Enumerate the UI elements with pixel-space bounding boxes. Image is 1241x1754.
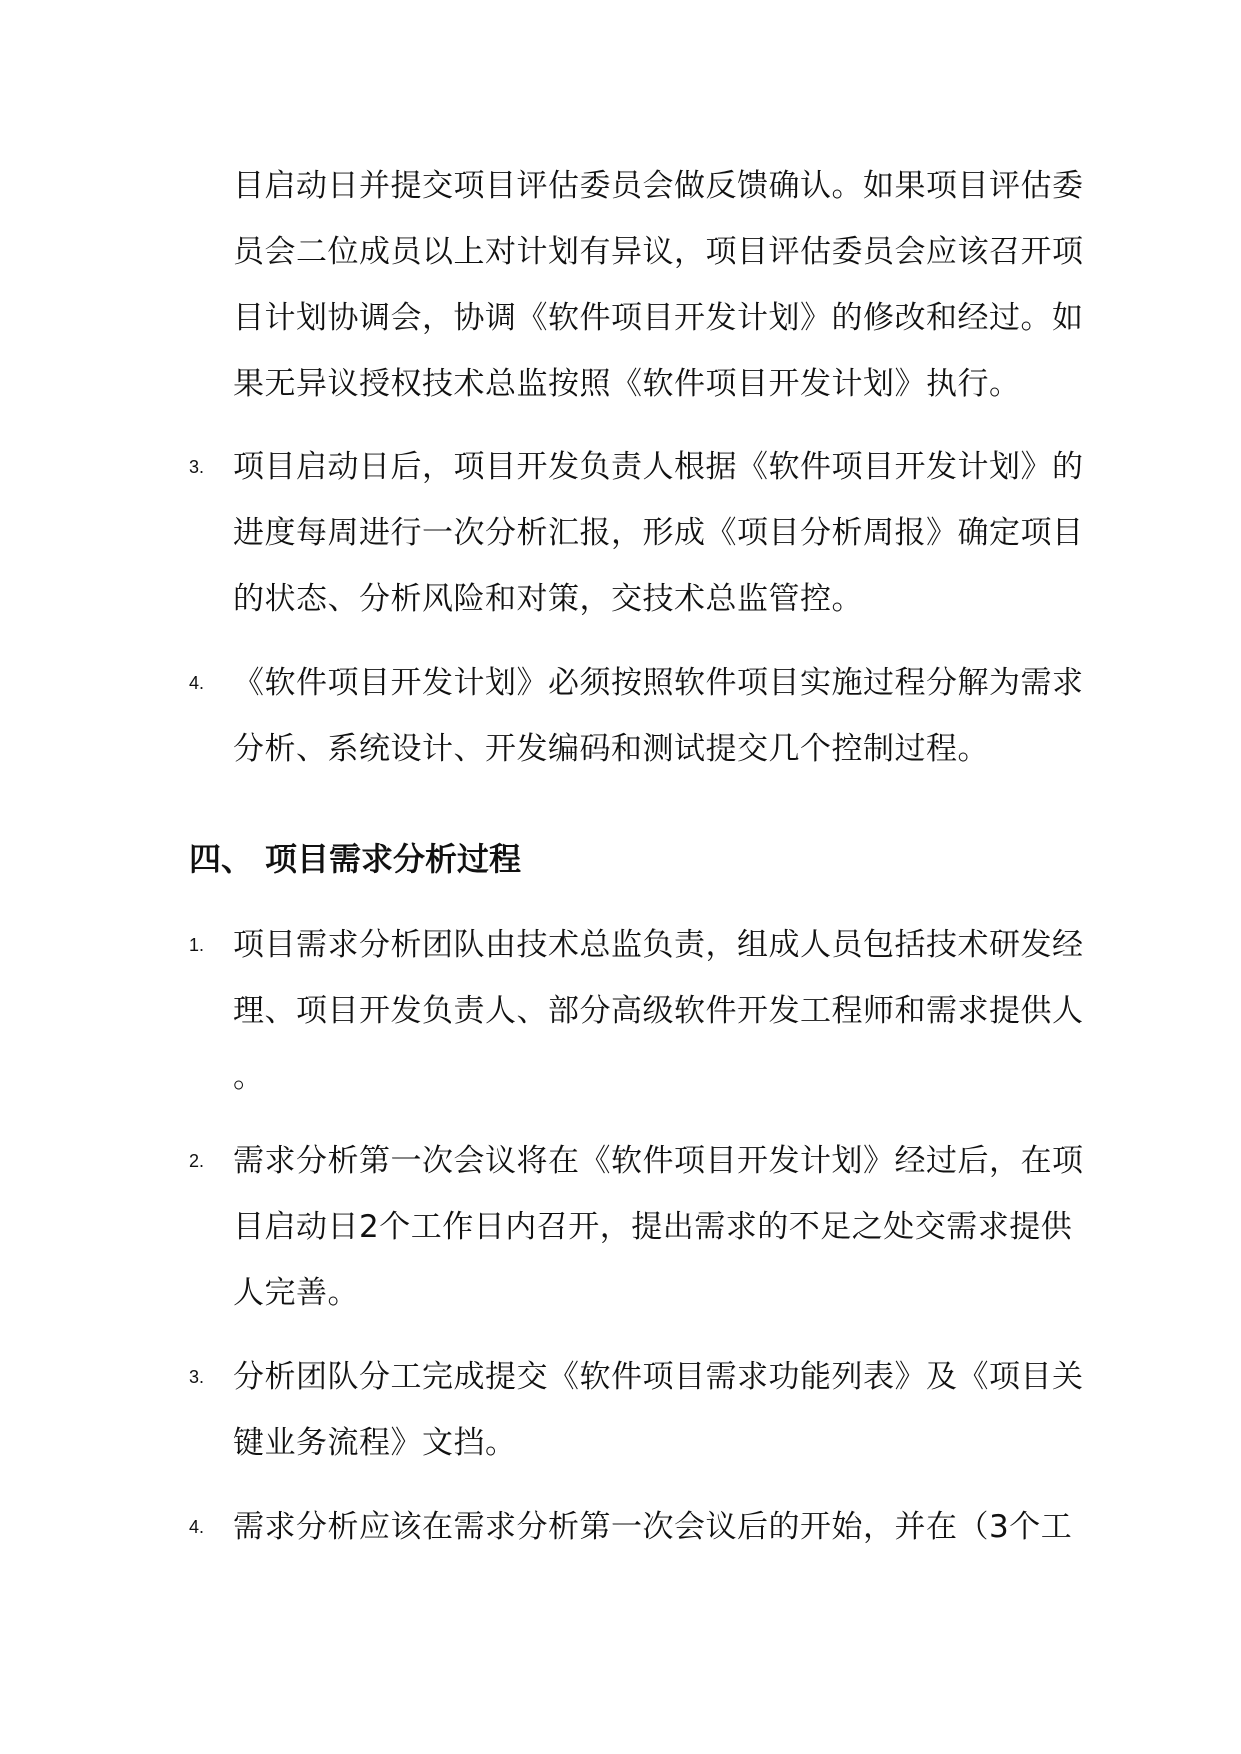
text-line: 进度每周进行一次分析汇报，形成《项目分析周报》确定项目 — [233, 515, 1084, 551]
list-item — [233, 1344, 1084, 1476]
text-line: 理、项目开发负责人、部分高级软件开发工程师和需求提供人 — [233, 993, 1084, 1029]
list-item — [233, 912, 1084, 1110]
list-item — [233, 1494, 1073, 1560]
text-line: 项目需求分析团队由技术总监负责，组成人员包括技术研发经 — [233, 927, 1084, 963]
text-line: 目启动日并提交项目评估委员会做反馈确认。如果项目评估委 — [233, 168, 1084, 204]
text-line: 键业务流程》文挡。 — [233, 1425, 517, 1461]
list-item — [233, 1128, 1084, 1326]
continuation-paragraph — [233, 153, 1084, 417]
section-heading — [189, 826, 521, 892]
list-item-number: 2. — [189, 1151, 205, 1171]
list-item — [233, 434, 1084, 632]
section-number: 四、 — [189, 840, 254, 878]
list-item-number: 4. — [189, 673, 205, 693]
text-line: 分析团队分工完成提交《软件项目需求功能列表》及《项目关 — [233, 1359, 1084, 1395]
text-line: 。 — [233, 1059, 265, 1095]
list-item-number: 1. — [189, 935, 205, 955]
text-line: 果无异议授权技术总监按照《软件项目开发计划》执行。 — [233, 366, 1021, 402]
list-item-number: 3. — [189, 457, 205, 477]
list-item-number: 4. — [189, 1517, 205, 1537]
section-title: 项目需求分析过程 — [265, 840, 522, 878]
text-line: 需求分析第一次会议将在《软件项目开发计划》经过后，在项 — [233, 1143, 1084, 1179]
list-item — [233, 650, 1084, 782]
text-line: 目启动日2个工作日内召开，提出需求的不足之处交需求提供 — [233, 1209, 1073, 1245]
text-line: 《软件项目开发计划》必须按照软件项目实施过程分解为需求 — [233, 665, 1084, 701]
text-line: 的状态、分析风险和对策，交技术总监管控。 — [233, 581, 863, 617]
text-line: 员会二位成员以上对计划有异议，项目评估委员会应该召开项 — [233, 234, 1084, 270]
text-line: 需求分析应该在需求分析第一次会议后的开始，并在（3个工 — [233, 1509, 1073, 1545]
text-line: 项目启动日后，项目开发负责人根据《软件项目开发计划》的 — [233, 449, 1084, 485]
text-line: 人完善。 — [233, 1275, 359, 1311]
list-item-number: 3. — [189, 1367, 205, 1387]
text-line: 分析、系统设计、开发编码和测试提交几个控制过程。 — [233, 731, 989, 767]
text-line: 目计划协调会，协调《软件项目开发计划》的修改和经过。如 — [233, 300, 1084, 336]
